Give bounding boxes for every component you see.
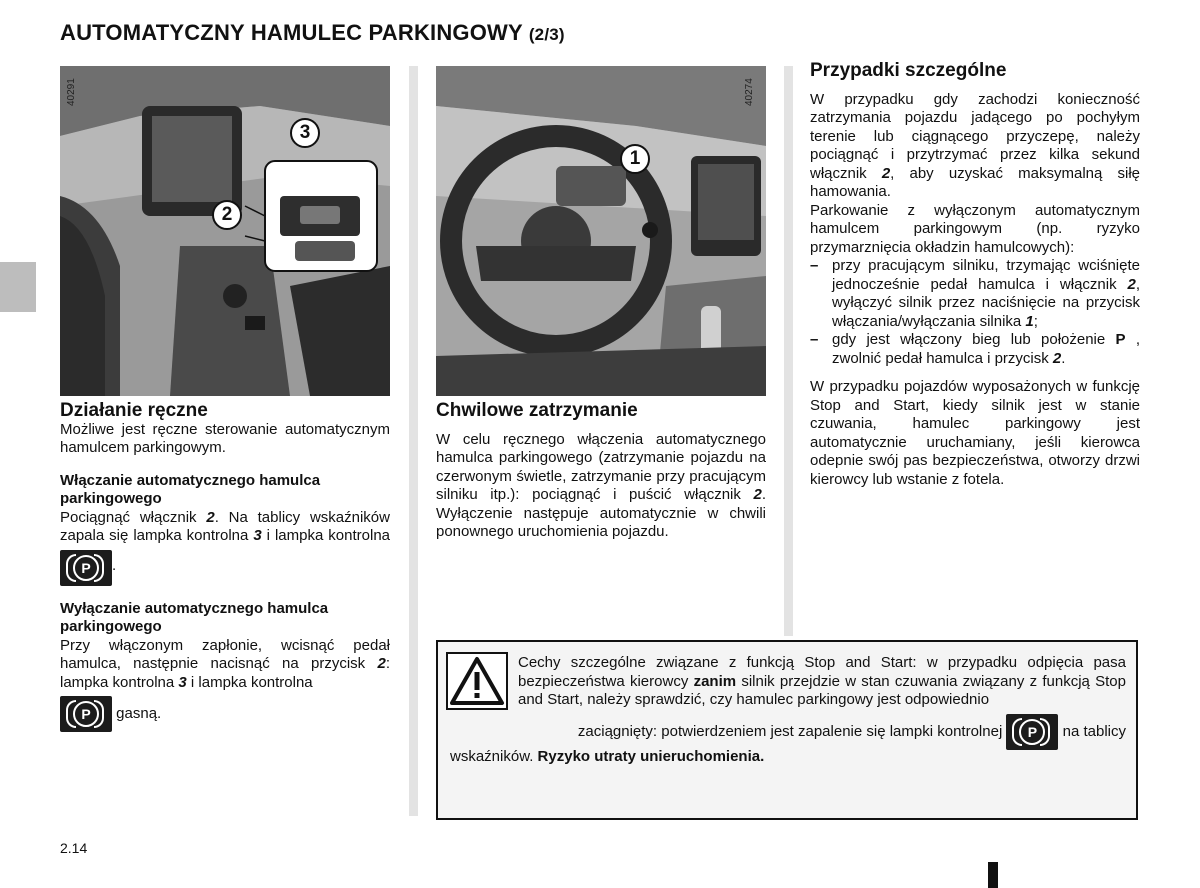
special-p1-b: , aby uzyskać maksymalną siłę hamowania. (810, 164, 1140, 200)
column-special-cases (810, 62, 1140, 489)
li2-a: gdy jest włączony bieg lub położenie (832, 331, 1116, 348)
warning-triangle-icon (446, 652, 508, 710)
column-manual-operation (60, 402, 390, 732)
disengage-text-end: gasną. (116, 704, 162, 722)
column-divider-right (784, 66, 793, 636)
special-p1-ref: 2 (881, 164, 891, 182)
disengage-title: Wyłączanie automatycznego hamulca parkingowego (60, 599, 329, 635)
disengage-text (60, 637, 390, 693)
section-tab (0, 262, 36, 312)
parking-brake-icon-letter-2: P (73, 701, 99, 727)
heading-manual-operation: Działanie ręczne (60, 400, 208, 421)
li1-ref-2: 2 (1127, 275, 1136, 293)
figure-left-photo (60, 66, 390, 396)
special-cases-p1 (810, 91, 1140, 202)
title-part: (2/3) (528, 25, 565, 44)
disengage-text-a: Przy włączonym zapłonie, wcisnąć pedał hamulca, następnie nacisnąć na przycisk (60, 636, 390, 672)
warning-text-b: silnik przejdzie w stan czuwania związany z funkcją Stop and Start, należy sprawdzić, czy hamulec parkingowy jest odpowiednio (518, 672, 1126, 708)
list-item (810, 331, 1140, 368)
engage-ref-2: 2 (206, 508, 215, 526)
parking-brake-warning-icon (60, 550, 112, 586)
warning-text-mid (518, 714, 1126, 750)
warning-text-d: na tablicy (1062, 722, 1126, 740)
engage-text-c: i lampka kontrolna (261, 527, 391, 544)
figure-middle-photo (436, 66, 766, 396)
column-temporary-stop (436, 402, 766, 542)
heading-temporary-stop: Chwilowe zatrzymanie (436, 400, 638, 421)
engage-text-a: Pociągnąć włącznik (60, 508, 207, 526)
engage-text-end: . (112, 556, 117, 574)
callout-2: 2 (212, 200, 242, 230)
li1-b: , wyłączyć silnik przez naciśnięcie na przycisk włączania/wyłączania silnika (832, 275, 1140, 330)
manual-intro: Możliwe jest ręczne sterowanie automatycznym hamulcem parkingowym. (60, 420, 390, 456)
special-p1-a: W przypadku gdy zachodzi konieczność zatrzymania pojazdu jadącego po pochyłym terenie lub ciągnącego przyczepę, należy pociągnąć i przytrzymać przez kilka sekund włącznik (810, 90, 1140, 182)
warning-text-a: Cechy szczególne związane z funkcją Stop and Start: w przypadku odpięcia pasa bezpieczeństwa kierowcy (518, 654, 1126, 690)
figure-middle-id: 40274 (744, 78, 755, 106)
special-cases-p2: Parkowanie z wyłączonym automatycznym hamulcem parkingowym (np. ryzyko przymarznięcia okładzin hamulcowych): (810, 201, 1140, 256)
li2-b: , zwolnić pedał hamulca i przycisk (832, 331, 1140, 367)
figure-left-illustration (60, 66, 390, 396)
corner-mark (988, 862, 998, 888)
disengage-text-b: : lampka kontrolna (60, 655, 390, 691)
li2-p: P (1115, 331, 1126, 348)
li1-c: ; (1033, 312, 1038, 330)
engage-text-b: . Na tablicy wskaźników zapala się lampka kontrolna (60, 508, 390, 544)
heading-special-cases: Przypadki szczególne (810, 60, 1007, 81)
parking-brake-warning-icon-3 (1006, 714, 1058, 750)
special-cases-list (810, 257, 1140, 368)
warning-bold-2: Ryzyko utraty unieruchomienia. (537, 748, 765, 765)
callout-3: 3 (290, 118, 320, 148)
li1-a: przy pracującym silniku, trzymając wciśnięte jednocześnie pedał hamulca i włącznik (832, 257, 1140, 293)
warning-text-e: wskaźników. (450, 748, 538, 765)
parking-brake-warning-icon-2 (60, 696, 112, 732)
parking-brake-icon-letter-3: P (1019, 719, 1045, 745)
li2-ref: 2 (1052, 349, 1062, 367)
page-title (60, 20, 565, 46)
figure-middle-illustration (436, 66, 766, 396)
li2-c: . (1061, 349, 1066, 367)
disengage-text-c: i lampka kontrolna (186, 673, 313, 691)
disengage-ref-2: 2 (377, 655, 386, 672)
warning-text-top (518, 654, 1126, 710)
page-number: 2.14 (60, 840, 88, 856)
special-cases-p3: W przypadku pojazdów wyposażonych w funkcję Stop and Start, kiedy silnik jest w stanie czuwania, hamulec parkingowy jest automatycznie uruchamiany, jeśli kierowca odepnie swój pas bezpieczeństwa, otworzy drzwi kierowcy lub wstanie z fotela. (810, 378, 1140, 488)
figure-left-id: 40291 (66, 78, 77, 106)
temporary-stop-text-b: . Wyłączenie następuje automatycznie w chwili ponownego uruchomienia pojazdu. (436, 486, 766, 540)
warning-text-bottom (450, 748, 1126, 767)
temporary-stop-text (436, 431, 766, 542)
column-divider-left (409, 66, 418, 816)
engage-title: Włączanie automatycznego hamulca parkingowego (60, 471, 321, 507)
warning-bold-1: zanim (693, 672, 737, 690)
list-item (810, 257, 1140, 331)
warning-text-c: zaciągnięty: potwierdzeniem jest zapalenie się lampki kontrolnej (577, 722, 1003, 740)
disengage-text-tail (60, 696, 390, 732)
engage-text (60, 509, 390, 586)
parking-brake-icon-letter: P (73, 555, 99, 581)
title-text: AUTOMATYCZNY HAMULEC PARKINGOWY (60, 20, 523, 45)
temporary-stop-ref-2: 2 (753, 486, 762, 503)
disengage-ref-3: 3 (178, 673, 187, 691)
temporary-stop-text-a: W celu ręcznego włączenia automatycznego hamulca parkingowego (zatrzymanie pojazdu na czerwonym świetle, zatrzymanie przy pracującym silniku itp.): pociągnąć i puścić włącznik (436, 430, 766, 503)
callout-1: 1 (620, 144, 650, 174)
engage-ref-3: 3 (253, 527, 262, 544)
li1-ref-1: 1 (1025, 312, 1034, 330)
